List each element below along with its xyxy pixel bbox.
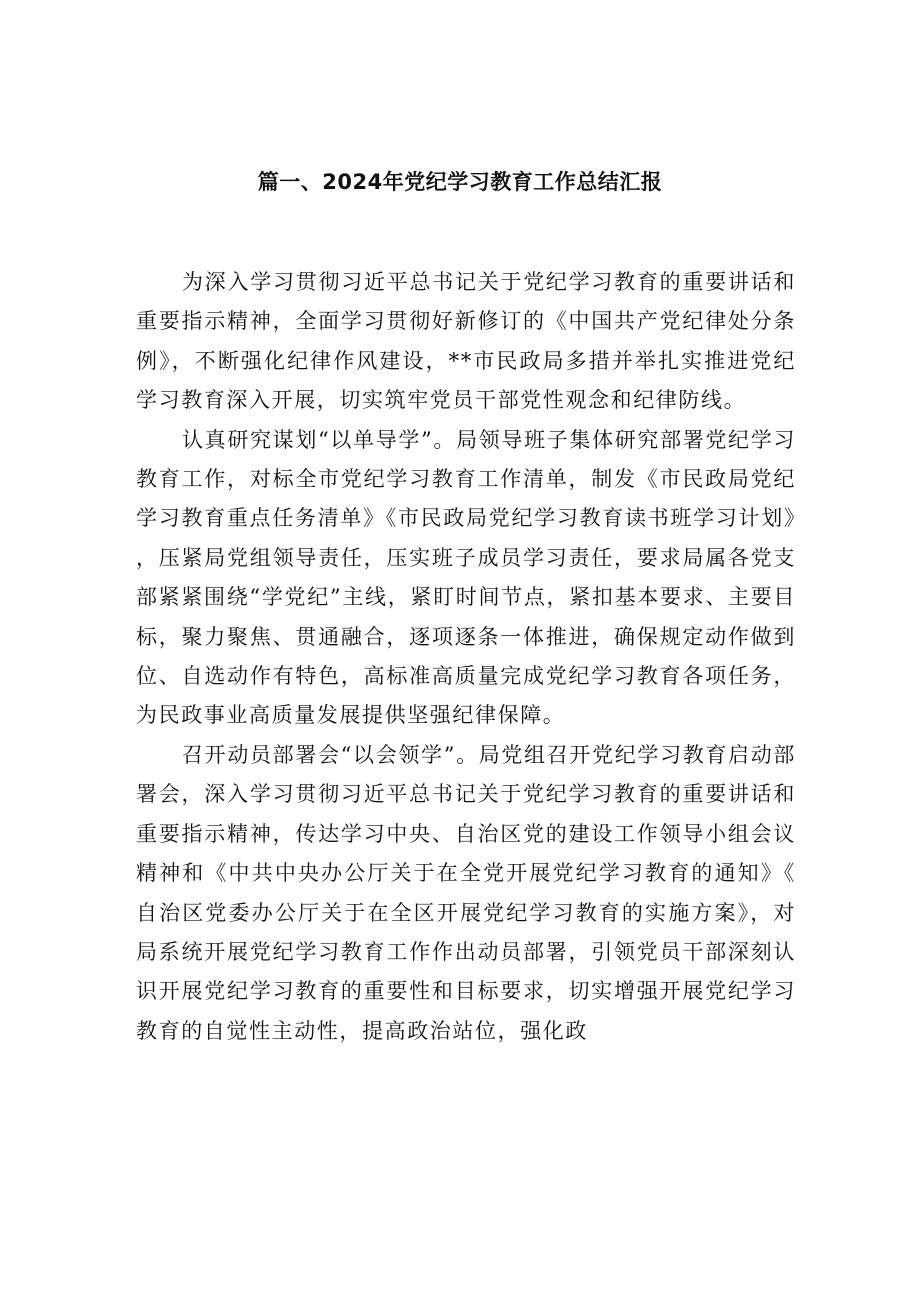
document-title: 篇一、2024年党纪学习教育工作总结汇报 (257, 170, 663, 194)
paragraph-study-plan: 认真研究谋划“以单导学”。局领导班子集体研究部署党纪学习教育工作，对标全市党纪学习教育工作清单，制发《市民政局党纪学习教育重点任务清单》《市民政局党纪学习教育读书班学习计划》，压紧局党组领导责任，压实班子成员学习责任，要求局属各党支部紧紧围绕“学党纪”主线，紧盯时间节点，紧扣基本要求、主要目标，聚力聚焦、贯通融合，逐项逐条一体推进，确保规定动作做到位、自选动作有特色，高标准高质量完成党纪学习教育各项任务，为民政事业高质量发展提供坚强纪律保障。 (136, 427, 796, 728)
paragraph-intro: 为深入学习贯彻习近平总书记关于党纪学习教育的重要讲话和重要指示精神，全面学习贯彻好新修订的《中国共产党纪律处分条例》，不断强化纪律作风建设，**市民政局多措并举扎实推进党纪学习教育深入开展，切实筑牢党员干部党性观念和纪律防线。 (136, 270, 796, 413)
paragraph-mobilization-meeting: 召开动员部署会“以会领学”。局党组召开党纪学习教育启动部署会，深入学习贯彻习近平总书记关于党纪学习教育的重要讲话和重要指示精神，传达学习中央、自治区党的建设工作领导小组会议精神和《中共中央办公厅关于在全党开展党纪学习教育的通知》《自治区党委办公厅关于在全区开展党纪学习教育的实施方案》，对局系统开展党纪学习教育工作作出动员部署，引领党员干部深刻认识开展党纪学习教育的重要性和目标要求，切实增强开展党纪学习教育的自觉性主动性，提高政治站位，强化政 (136, 742, 796, 1043)
document-body (136, 263, 796, 1051)
